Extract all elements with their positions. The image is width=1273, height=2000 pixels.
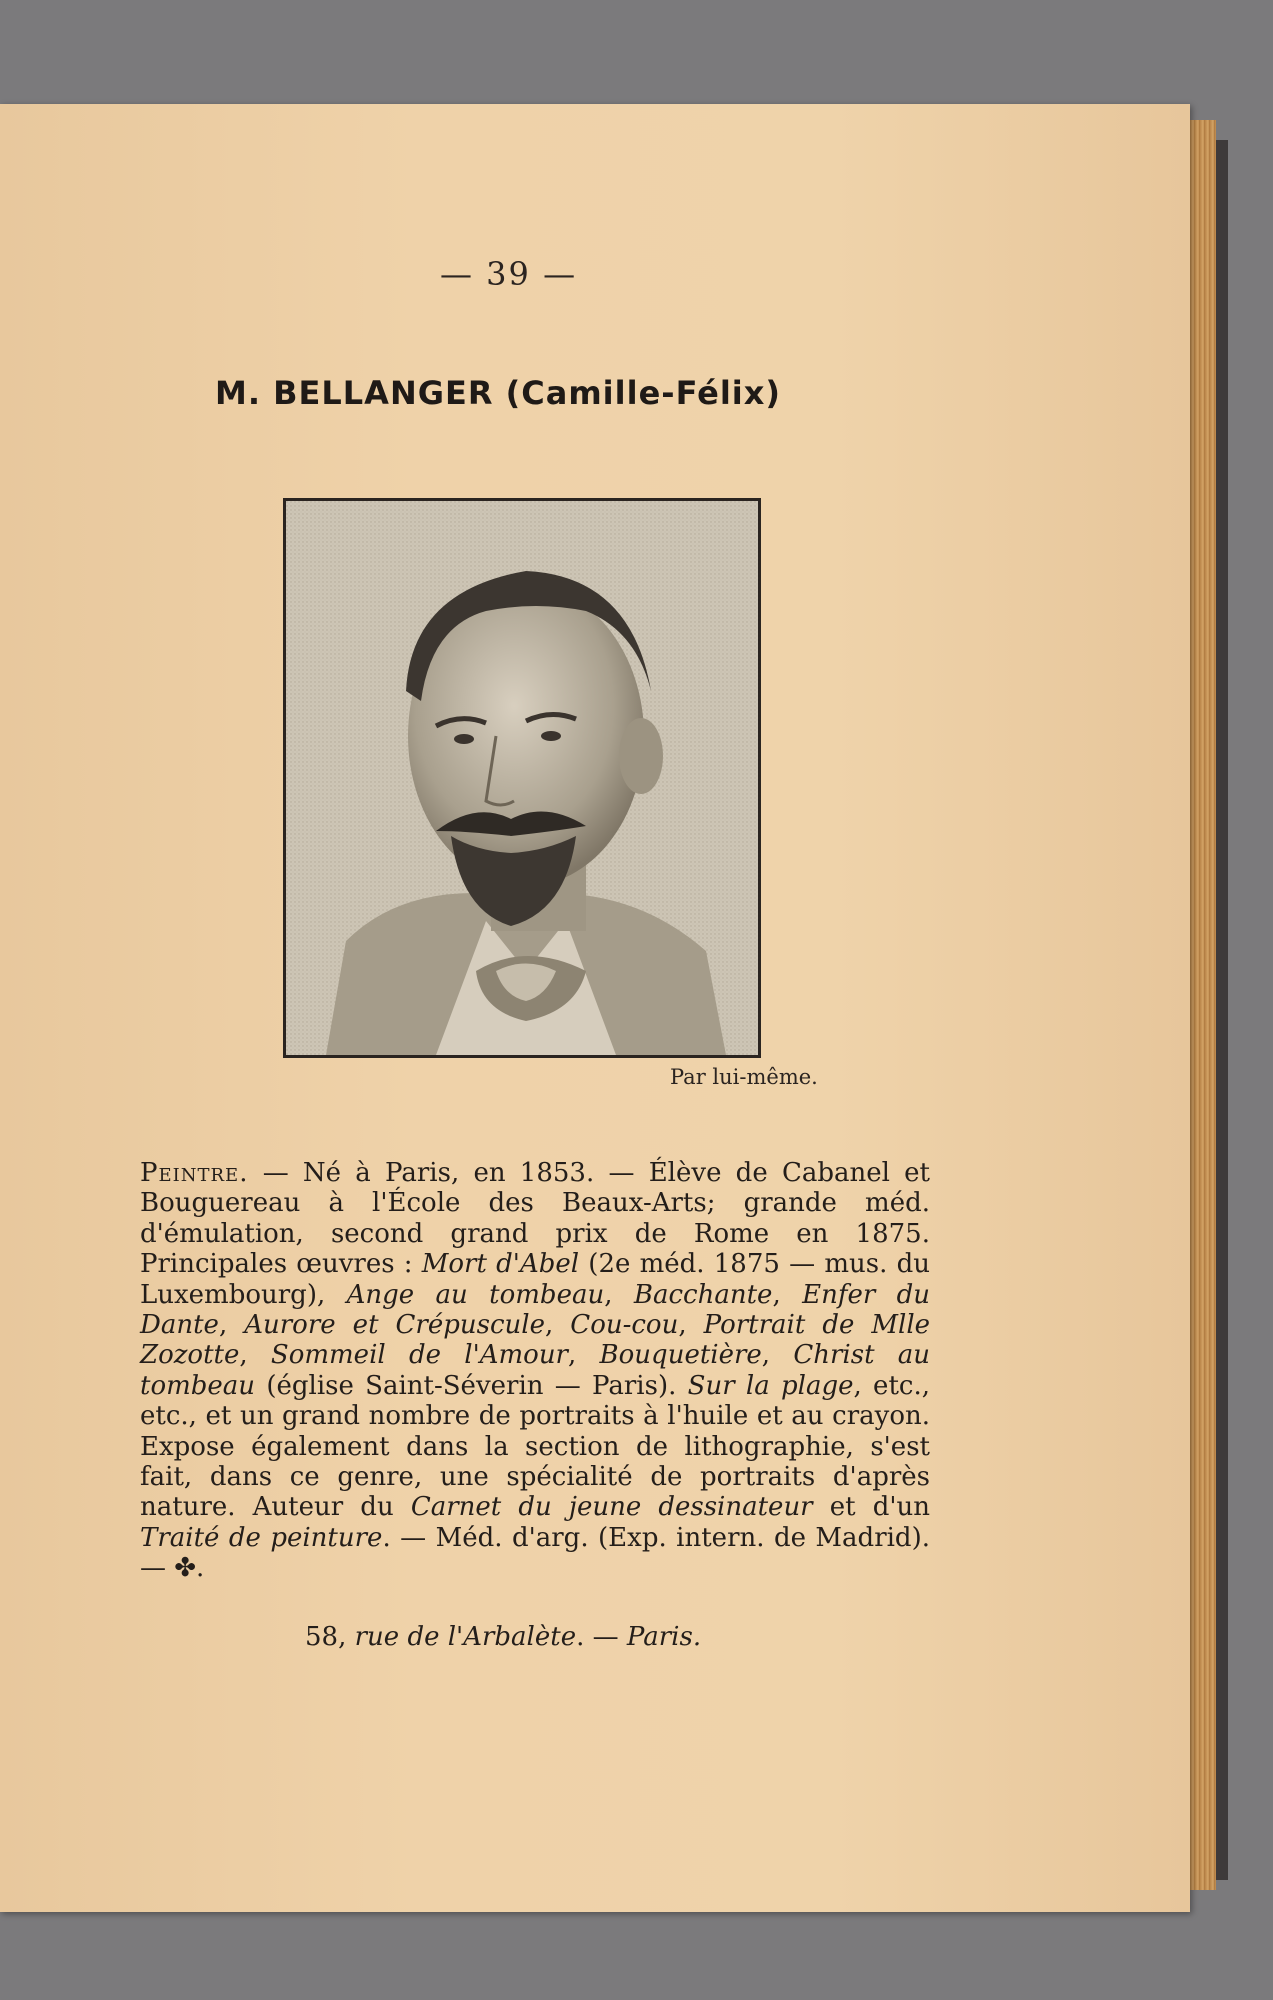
book-binding-shadow (1214, 140, 1228, 1880)
address-line (305, 1622, 701, 1652)
entry-title: M. BELLANGER (Camille-Félix) (215, 374, 782, 412)
bio-text-10: , (761, 1340, 794, 1371)
work-title: Cou-cou (570, 1310, 679, 1341)
bio-text-8: , (239, 1340, 271, 1371)
bio-text-9: , (568, 1340, 600, 1371)
bio-text-12: , etc., etc., et un grand nombre de portraits à l'huile et au crayon. Expose également dans la section de lithographie, s'est fait, dans ce genre, une spécialité de portraits d'après nature. Auteur du (140, 1370, 930, 1523)
portrait-caption: Par lui-même. (670, 1065, 818, 1089)
bio-text-1: — Né à Paris, en 1853. — Élève de Cabanel et Bouguereau à l'École des Beaux-Arts; grande méd. d'émulation, second grand prix de Rome en 1875. Principales œuvres : (140, 1158, 930, 1280)
work-title: Christ au tombeau (140, 1340, 931, 1401)
bio-text-6: , (545, 1310, 571, 1341)
address-street: rue de l'Arbalète (354, 1622, 577, 1652)
profession-label: Peintre. (140, 1158, 249, 1188)
bio-text-13: et d'un (812, 1492, 930, 1523)
work-title: Carnet du jeune dessinateur (410, 1492, 813, 1523)
work-title: Sommeil de l'Amour (270, 1340, 568, 1371)
work-title: Traité de peinture (140, 1522, 383, 1553)
bio-text-7: , (678, 1310, 704, 1341)
work-title: Ange au tombeau (346, 1279, 605, 1310)
page-number: — 39 — (440, 255, 578, 293)
biography-text (140, 1158, 930, 1584)
work-title: Bacchante (633, 1279, 773, 1310)
bio-text-3: , (604, 1279, 634, 1310)
address-city: Paris. (626, 1622, 702, 1652)
bio-text-14: . — Méd. d'arg. (Exp. intern. de Madrid). — ✤. (140, 1522, 930, 1584)
bio-text-4: , (772, 1279, 803, 1310)
work-title: Aurore et Crépuscule (244, 1310, 545, 1341)
address-number: 58, (305, 1622, 355, 1652)
work-title: Portrait de Mlle Zozotte (140, 1310, 931, 1371)
address-separator: . — (576, 1622, 627, 1652)
work-title: Mort d'Abel (421, 1249, 580, 1280)
work-title: Bouquetière (599, 1340, 762, 1371)
work-title: Enfer du Dante (140, 1279, 931, 1341)
portrait-illustration (286, 501, 758, 1055)
bio-text-2: (2e méd. 1875 — mus. du Luxembourg), (140, 1249, 930, 1310)
work-title: Sur la plage (687, 1370, 854, 1401)
bio-text-5: , (218, 1310, 245, 1341)
page-edges (1190, 120, 1216, 1890)
portrait-engraving (283, 498, 761, 1058)
bio-text-11: (église Saint-Séverin — Paris). (255, 1370, 688, 1401)
